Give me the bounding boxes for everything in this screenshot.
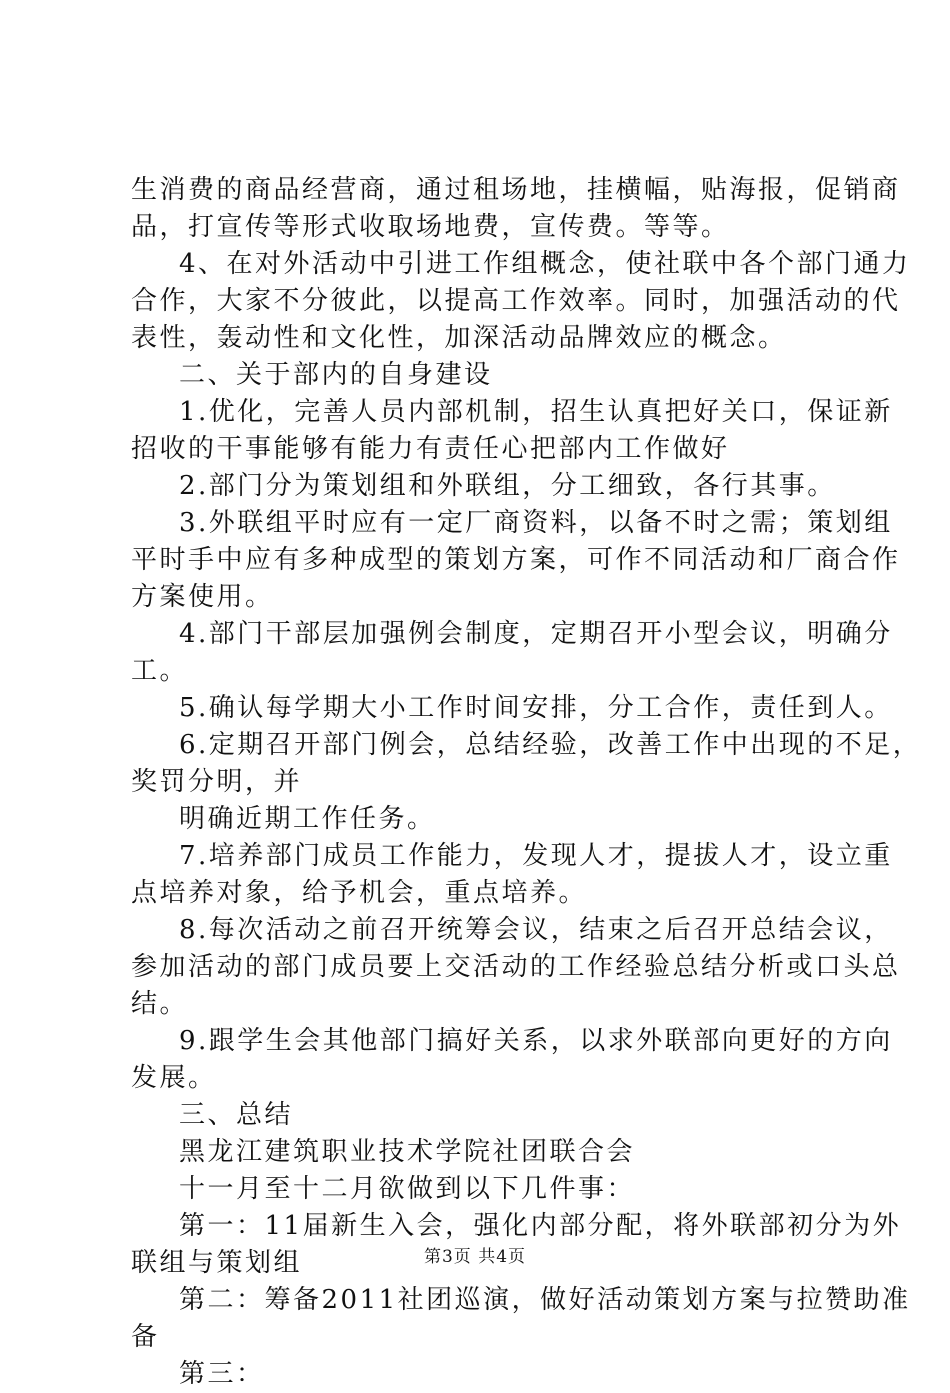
- text-line: 点培养对象，给予机会，重点培养。: [131, 878, 588, 908]
- page-number-footer: 第3页 共4页: [423, 1247, 527, 1267]
- text-line: 生消费的商品经营商，通过租场地，挂横幅，贴海报，促销商: [131, 175, 901, 205]
- text-line: 第三：: [179, 1359, 265, 1389]
- text-line: 3.外联组平时应有一定厂商资料，以备不时之需；策划组: [179, 508, 893, 538]
- text-line: 表性，轰动性和文化性，加深活动品牌效应的概念。: [131, 323, 787, 353]
- text-line: 5.确认每学期大小工作时间安排，分工合作，责任到人。: [179, 693, 893, 723]
- text-line: 第一：11届新生入会，强化内部分配，将外联部初分为外: [179, 1211, 902, 1241]
- text-line: 1.优化，完善人员内部机制，招生认真把好关口，保证新: [179, 397, 893, 427]
- text-line: 品，打宣传等形式收取场地费，宣传费。等等。: [131, 212, 730, 242]
- document-body: [131, 172, 922, 1393]
- text-line: 奖罚分明，并: [131, 767, 303, 797]
- text-line: 招收的干事能够有能力有责任心把部内工作做好: [131, 434, 730, 464]
- text-line: 黑龙江建筑职业技术学院社团联合会: [179, 1137, 636, 1167]
- text-line: 7.培养部门成员工作能力，发现人才，提拔人才，设立重: [179, 841, 893, 871]
- text-line: 4、在对外活动中引进工作组概念，使社联中各个部门通力: [179, 249, 911, 279]
- text-line: 8.每次活动之前召开统筹会议，结束之后召开总结会议，: [179, 915, 893, 945]
- text-line: 二、关于部内的自身建设: [179, 360, 493, 390]
- text-line: 第二：筹备2011社团巡演，做好活动策划方案与拉赞助准: [179, 1285, 911, 1315]
- text-line: 备: [131, 1322, 160, 1352]
- text-line: 结。: [131, 989, 189, 1019]
- text-line: 联组与策划组: [131, 1248, 303, 1278]
- text-line: 明确近期工作任务。: [179, 804, 436, 834]
- text-line: 参加活动的部门成员要上交活动的工作经验总结分析或口头总: [131, 952, 901, 982]
- text-line: 9.跟学生会其他部门搞好关系，以求外联部向更好的方向: [179, 1026, 893, 1056]
- text-line: 发展。: [131, 1063, 217, 1093]
- text-line: 三、总结: [179, 1100, 294, 1130]
- text-line: 平时手中应有多种成型的策划方案，可作不同活动和厂商合作: [131, 545, 901, 575]
- text-line: 6.定期召开部门例会，总结经验，改善工作中出现的不足，: [179, 730, 922, 760]
- text-line: 4.部门干部层加强例会制度，定期召开小型会议，明确分: [179, 619, 893, 649]
- text-line: 方案使用。: [131, 582, 274, 612]
- text-line: 工。: [131, 656, 189, 686]
- text-line: 十一月至十二月欲做到以下几件事：: [179, 1174, 636, 1204]
- text-line: 2.部门分为策划组和外联组，分工细致，各行其事。: [179, 471, 836, 501]
- text-line: 合作，大家不分彼此，以提高工作效率。同时，加强活动的代: [131, 286, 901, 316]
